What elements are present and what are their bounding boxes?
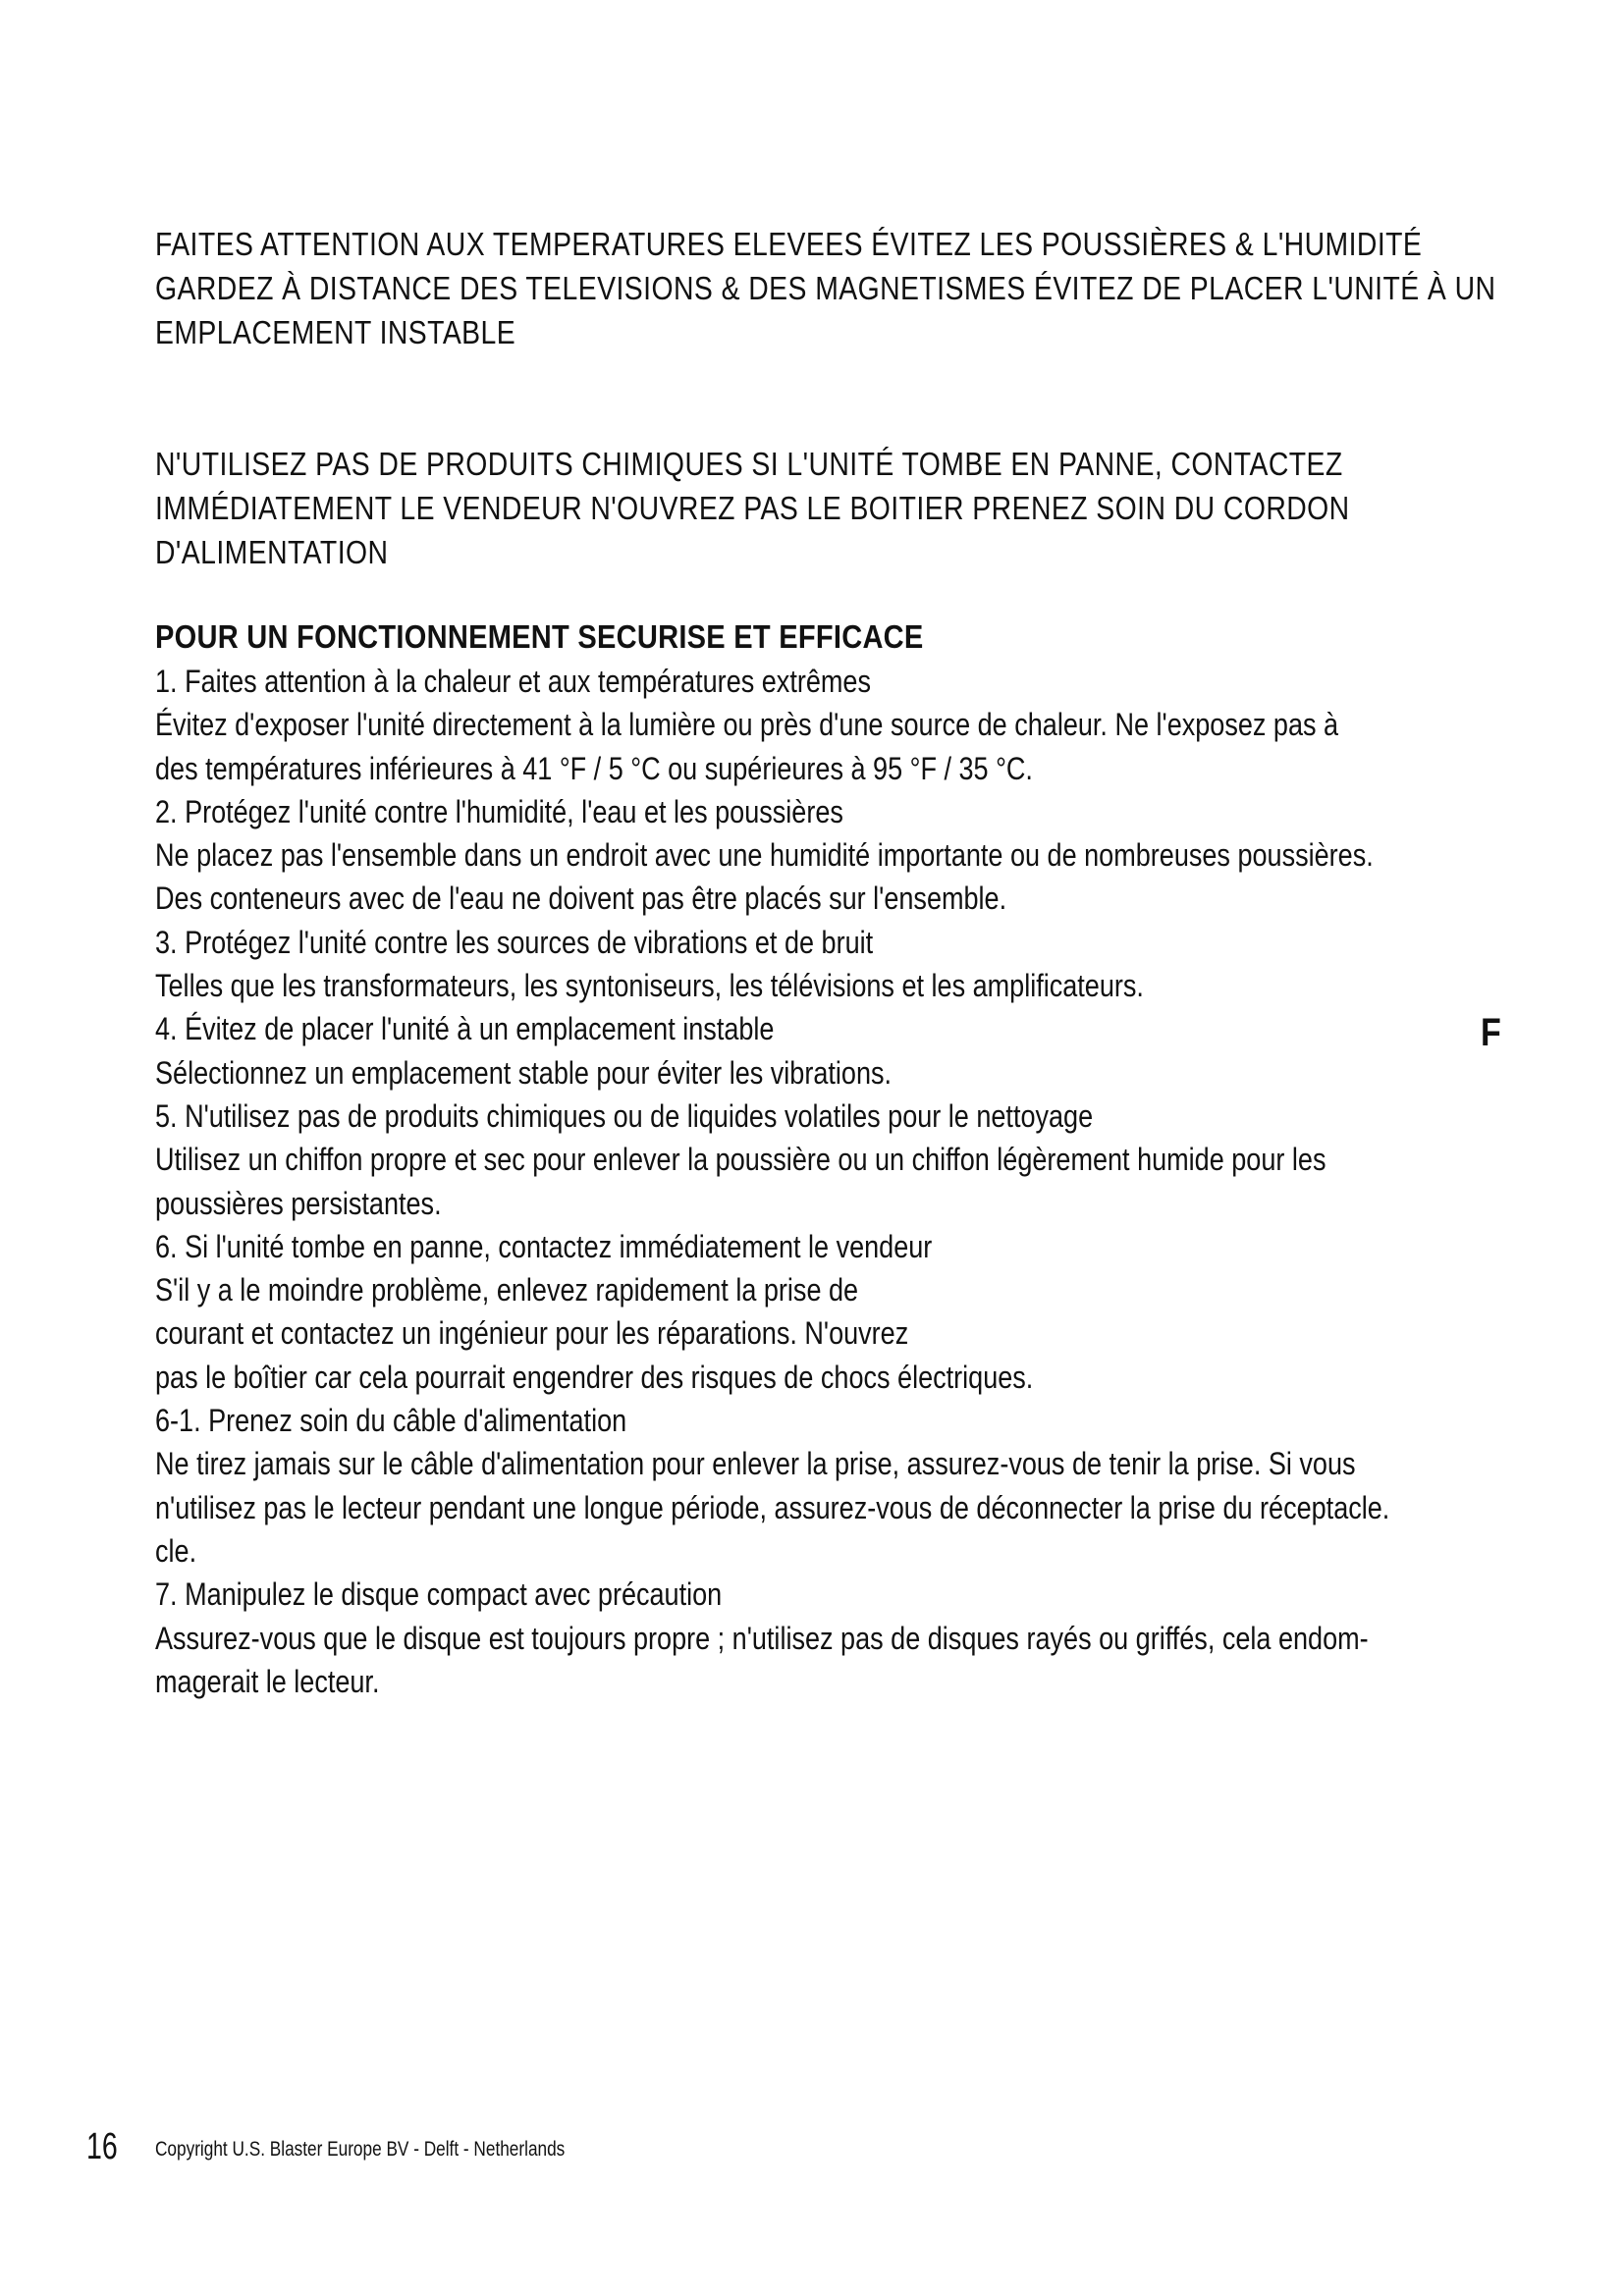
language-marker: F: [1481, 1011, 1501, 1054]
body-line: pas le boîtier car cela pourrait engendrer des risques de chocs électriques.: [155, 1359, 1034, 1395]
warning-line: N'UTILISEZ PAS DE PRODUITS CHIMIQUES SI L'UNITÉ TOMBE EN PANNE, CONTACTEZ: [155, 446, 1343, 482]
body-line: 7. Manipulez le disque compact avec précaution: [155, 1576, 723, 1613]
body-line: 3. Protégez l'unité contre les sources de vibrations et de bruit: [155, 924, 874, 960]
body-line: Utilisez un chiffon propre et sec pour enlever la poussière ou un chiffon légèrement humide pour les: [155, 1142, 1326, 1178]
body-line: poussières persistantes.: [155, 1185, 442, 1221]
warnings-block-1: [155, 222, 1496, 354]
body-line: 5. N'utilisez pas de produits chimiques ou de liquides volatiles pour le nettoyage: [155, 1097, 1094, 1134]
body-line: 6. Si l'unité tombe en panne, contactez immédiatement le vendeur: [155, 1228, 933, 1264]
instructions-body: [155, 660, 1390, 1703]
warning-line: D'ALIMENTATION: [155, 534, 389, 570]
body-line: courant et contactez un ingénieur pour les réparations. N'ouvrez: [155, 1315, 909, 1352]
body-line: 6-1. Prenez soin du câble d'alimentation: [155, 1403, 627, 1439]
warning-line: EMPLACEMENT INSTABLE: [155, 314, 516, 350]
body-line: Évitez d'exposer l'unité directement à la lumière ou près d'une source de chaleur. Ne l'exposez pas à: [155, 707, 1339, 743]
body-line: Des conteneurs avec de l'eau ne doivent pas être placés sur l'ensemble.: [155, 881, 1007, 917]
page-number: 16: [86, 2126, 118, 2167]
body-line: 4. Évitez de placer l'unité à un emplacement instable: [155, 1011, 775, 1047]
warning-line: IMMÉDIATEMENT LE VENDEUR N'OUVREZ PAS LE BOITIER PRENEZ SOIN DU CORDON: [155, 490, 1350, 526]
body-line: Ne placez pas l'ensemble dans un endroit avec une humidité importante ou de nombreuses poussières.: [155, 837, 1374, 874]
warning-line: FAITES ATTENTION AUX TEMPERATURES ELEVEES ÉVITEZ LES POUSSIÈRES & L'HUMIDITÉ: [155, 226, 1423, 262]
body-line: S'il y a le moindre problème, enlevez rapidement la prise de: [155, 1272, 859, 1308]
body-line: des températures inférieures à 41 °F / 5 °C ou supérieures à 95 °F / 35 °C.: [155, 750, 1033, 786]
body-line: Assurez-vous que le disque est toujours propre ; n'utilisez pas de disques rayés ou griffés, cela endom-: [155, 1620, 1369, 1656]
section-heading: POUR UN FONCTIONNEMENT SECURISE ET EFFICACE: [155, 618, 924, 655]
body-line: 1. Faites attention à la chaleur et aux températures extrêmes: [155, 664, 871, 699]
warnings-block-2: [155, 442, 1350, 574]
copyright-notice: Copyright U.S. Blaster Europe BV - Delft - Netherlands: [155, 2138, 566, 2161]
body-line: n'utilisez pas le lecteur pendant une longue période, assurez-vous de déconnecter la prise du réceptacle.: [155, 1489, 1390, 1525]
body-line: 2. Protégez l'unité contre l'humidité, l'eau et les poussières: [155, 793, 843, 829]
body-line: magerait le lecteur.: [155, 1663, 380, 1699]
body-line: Sélectionnez un emplacement stable pour éviter les vibrations.: [155, 1054, 893, 1091]
body-line: cle.: [155, 1532, 197, 1569]
body-line: Ne tirez jamais sur le câble d'alimentation pour enlever la prise, assurez-vous de tenir la prise. Si vous: [155, 1446, 1356, 1482]
body-line: Telles que les transformateurs, les syntoniseurs, les télévisions et les amplificateurs.: [155, 968, 1144, 1004]
warning-line: GARDEZ À DISTANCE DES TELEVISIONS & DES MAGNETISMES ÉVITEZ DE PLACER L'UNITÉ À UN: [155, 270, 1496, 306]
